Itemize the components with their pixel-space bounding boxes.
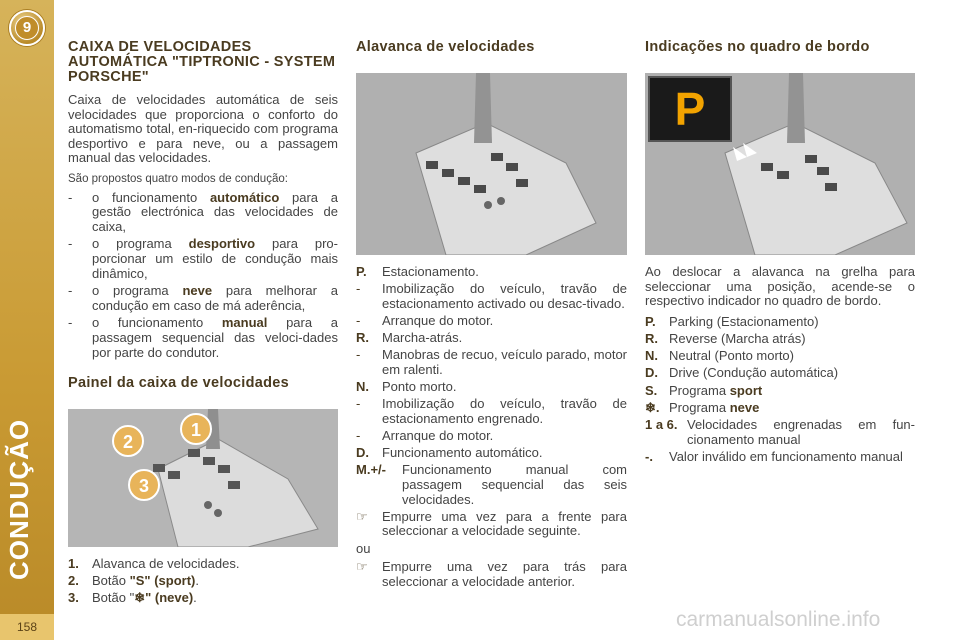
lever-text: Funcionamento automático.	[382, 445, 543, 461]
indication-row	[645, 384, 915, 399]
legend-text	[92, 591, 338, 606]
callout-3-label: 3	[138, 476, 150, 497]
indication-pre: Programa	[669, 399, 730, 415]
indication-key: ❄.	[645, 399, 660, 415]
chapter-number: 9	[15, 16, 39, 40]
chapter-sidebar	[0, 0, 54, 640]
indication-pre: Drive (Condução automática)	[669, 365, 839, 381]
gear-lever-positions-2	[356, 560, 627, 589]
indication-text	[669, 401, 915, 416]
indication-pre: Programa	[669, 382, 730, 398]
lever-row	[356, 463, 627, 507]
lever-row	[356, 397, 627, 426]
indication-row	[645, 366, 915, 381]
display-letter: P	[674, 83, 706, 135]
column-dashboard	[645, 40, 915, 467]
lever-row	[356, 510, 627, 539]
section-title-gearbox: CAIXA DE VELOCIDADES AUTOMÁTICA "TIPTRONIC - SYSTEM PORSCHE"	[68, 39, 336, 85]
lever-text: Imobilização do veículo, travão de estacionamento activado ou desac-tivado.	[382, 281, 627, 311]
indication-key: N.	[645, 348, 658, 364]
indication-pre: Velocidades engrenadas em fun-cionamento manual	[687, 416, 915, 447]
gear-lever-positions	[356, 265, 627, 539]
list-item	[68, 316, 338, 360]
lever-key: -	[356, 347, 361, 363]
indication-row	[645, 401, 915, 416]
lever-row	[356, 314, 627, 329]
legend-row	[68, 557, 338, 572]
indication-bold: neve	[729, 399, 760, 415]
indication-row	[645, 450, 915, 465]
indication-pre: Neutral (Ponto morto)	[669, 348, 794, 364]
dashboard-intro-text: Ao deslocar a alavanca na grelha para seleccionar uma posição, acende-se o respectivo indicador no quadro de bordo.	[645, 264, 915, 309]
lever-text: Ponto morto.	[382, 379, 457, 395]
indication-key: S.	[645, 382, 658, 398]
or-text: ou	[356, 540, 371, 556]
mode-text-pre: o programa	[92, 283, 183, 299]
section-title-dashboard: Indicações no quadro de bordo	[645, 39, 870, 55]
legend-bold: "S" (sport)	[129, 573, 196, 589]
mode-name: neve	[182, 283, 213, 299]
watermark: carmanualsonline.info	[676, 608, 881, 631]
lever-text: Estacionamento.	[382, 264, 479, 279]
lever-row	[356, 429, 627, 444]
mode-name: automático	[209, 189, 280, 205]
column-gearbox-intro	[68, 40, 338, 609]
list-bullet: -	[68, 189, 73, 205]
mode-text-post: para a gestão electrónica das velocidades de caixa,	[92, 189, 338, 234]
indication-row	[645, 315, 915, 330]
lever-key: ☞	[356, 559, 368, 575]
page-number: 158	[0, 614, 54, 640]
lever-text: Empurre uma vez para a frente para seleccionar a velocidade seguinte.	[382, 508, 627, 539]
modes-intro: São propostos quatro modos de condução:	[68, 172, 288, 185]
mode-text-post: para pro-porcionar um estilo de condução mais dinâmico,	[92, 236, 338, 281]
indication-row	[645, 418, 915, 447]
indication-key: R.	[645, 330, 658, 346]
indication-key: 1 a 6.	[645, 416, 678, 432]
lever-text: Imobilização do veículo, travão de estacionamento engrenado.	[382, 396, 627, 426]
callout-2-label: 2	[122, 432, 134, 453]
lever-text: Arranque do motor.	[382, 312, 494, 328]
lever-key: -	[356, 281, 361, 297]
legend-pre: Botão	[92, 573, 130, 589]
legend-post: .	[193, 590, 197, 606]
indication-text	[669, 349, 915, 364]
lever-key: P.	[356, 264, 367, 279]
indication-key: P.	[645, 313, 656, 329]
mode-text-pre: o funcionamento	[92, 189, 210, 205]
legend-pre: Alavanca de velocidades.	[92, 556, 240, 572]
lever-text: Empurre uma vez para trás para seleccionar a velocidade anterior.	[382, 559, 627, 589]
lever-key: -	[356, 428, 361, 444]
lever-row	[356, 380, 627, 395]
legend-text	[92, 557, 338, 572]
indication-key: -.	[645, 448, 653, 464]
gear-lever-figure	[356, 73, 627, 255]
lever-key: N.	[356, 379, 369, 395]
indication-text	[669, 384, 915, 399]
mode-text-post: para melhorar a condução em caso de má aderência,	[92, 283, 338, 313]
dashboard-figure	[645, 73, 915, 255]
mode-text-pre: o programa	[92, 236, 189, 252]
lever-text: Funcionamento manual com passagem sequencial das seis velocidades.	[402, 462, 627, 507]
list-item	[68, 237, 338, 281]
list-bullet: -	[68, 315, 73, 331]
lever-row	[356, 265, 627, 280]
column-gear-lever	[356, 40, 627, 592]
section-title-gear-lever: Alavanca de velocidades	[356, 39, 535, 55]
indication-text	[669, 332, 915, 347]
gear-lever-illustration	[356, 73, 627, 255]
indication-pre: Reverse (Marcha atrás)	[669, 330, 806, 346]
mode-text-pre: o funcionamento	[92, 315, 222, 331]
lever-key: -	[356, 312, 361, 328]
indication-text	[687, 418, 915, 447]
lever-text: Marcha-atrás.	[382, 330, 463, 346]
mode-name: manual	[221, 315, 268, 331]
callout-1-label: 1	[190, 420, 202, 441]
lever-key: D.	[356, 445, 369, 461]
dashboard-indications	[645, 315, 915, 465]
panel-legend	[68, 557, 338, 606]
lever-row	[356, 331, 627, 346]
legend-key: 3.	[68, 590, 79, 606]
legend-text	[92, 574, 338, 589]
list-item	[68, 284, 338, 313]
legend-key: 2.	[68, 573, 79, 589]
lever-key: -	[356, 396, 361, 412]
indication-pre: Valor inválido em funcionamento manual	[669, 448, 903, 464]
legend-post: .	[195, 573, 199, 589]
list-bullet: -	[68, 236, 73, 252]
lever-text: Manobras de recuo, veículo parado, motor em ralenti.	[382, 347, 627, 377]
legend-pre: Botão "	[92, 590, 135, 606]
lever-row	[356, 282, 627, 311]
legend-row	[68, 574, 338, 589]
mode-text-post: para a passagem sequencial das veloci-dades por parte do condutor.	[92, 315, 338, 360]
indication-text	[669, 315, 915, 330]
chapter-title: CONDUÇÃO	[4, 418, 34, 580]
indication-text	[669, 366, 915, 381]
gearbox-intro-text: Caixa de velocidades automática de seis velocidades que proporciona o conforto do automatismo total, en-riquecido com programa desportivo e para neve, ou a passagem manual das velocidades.	[68, 92, 338, 166]
gearbox-panel-illustration	[68, 409, 338, 547]
lever-text: Arranque do motor.	[382, 428, 494, 444]
indication-key: D.	[645, 365, 658, 381]
list-item	[68, 191, 338, 235]
mode-name: desportivo	[188, 236, 256, 252]
lever-row	[356, 560, 627, 589]
chapter-badge	[9, 10, 45, 46]
lever-key: ☞	[356, 508, 368, 524]
indication-row	[645, 349, 915, 364]
modes-list	[68, 191, 338, 361]
lever-row	[356, 348, 627, 377]
legend-key: 1.	[68, 556, 79, 572]
indication-text	[669, 450, 915, 465]
legend-row	[68, 591, 338, 606]
lever-row	[356, 446, 627, 461]
indication-bold: sport	[729, 382, 763, 398]
indication-pre: Parking (Estacionamento)	[669, 313, 819, 329]
legend-bold: ❄" (neve)	[134, 590, 194, 606]
list-bullet: -	[68, 283, 73, 299]
lever-key: R.	[356, 330, 369, 346]
lever-key: M.+/-	[356, 462, 386, 478]
section-title-panel: Painel da caixa de velocidades	[68, 375, 289, 392]
indication-row	[645, 332, 915, 347]
gearbox-panel-figure	[68, 409, 338, 547]
